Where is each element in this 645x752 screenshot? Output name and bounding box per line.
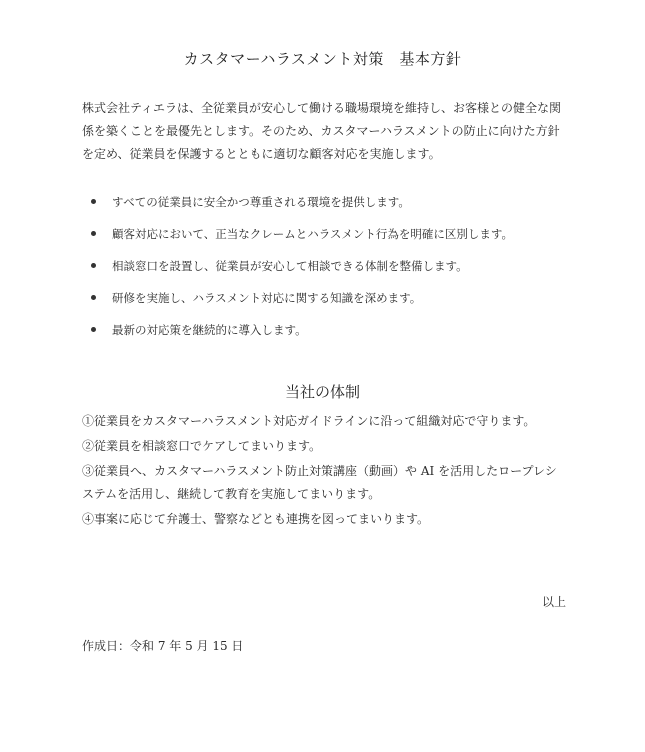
policy-text: 研修を実施し、ハラスメント対応に関する知識を深めます。 xyxy=(112,291,422,305)
policy-item xyxy=(82,286,566,318)
bullet-icon xyxy=(91,263,96,268)
created-date: 作成日：令和 7 年 5 月 15 日 xyxy=(82,639,244,653)
closing-text: 以上 xyxy=(541,595,566,609)
policy-item xyxy=(82,222,566,254)
system-item: ③従業員へ、カスタマーハラスメント防止対策講座（動画）や AI を活用したロープレシステムを活用し、継続して教育を実施してまいります。 xyxy=(82,464,557,501)
intro-paragraph: 株式会社ティエラは、全従業員が安心して働ける職場環境を維持し、お客様との健全な関係を築くことを最優先とします。そのため、カスタマーハラスメントの防止に向けた方針を定め、従業員を保護するとともに適切な顧客対応を実施します。 xyxy=(82,101,562,161)
policy-text: 顧客対応において、正当なクレームとハラスメント行為を明確に区別します。 xyxy=(112,227,514,241)
system-item: ②従業員を相談窓口でケアしてまいります。 xyxy=(82,439,322,453)
bullet-icon xyxy=(91,199,96,204)
system-item: ④事案に応じて弁護士、警察などとも連携を図ってまいります。 xyxy=(82,512,430,526)
policy-item xyxy=(82,318,566,350)
policy-item xyxy=(82,254,566,286)
policy-text: 最新の対応策を継続的に導入します。 xyxy=(112,323,307,337)
document-title: カスタマーハラスメント対策 基本方針 xyxy=(183,50,462,68)
system-item: ①従業員をカスタマーハラスメント対応ガイドラインに沿って組織対応で守ります。 xyxy=(82,414,536,428)
policy-text: すべての従業員に安全かつ尊重される環境を提供します。 xyxy=(112,195,410,209)
section-title: 当社の体制 xyxy=(284,383,360,401)
bullet-icon xyxy=(91,231,96,236)
policy-text: 相談窓口を設置し、従業員が安心して相談できる体制を整備します。 xyxy=(112,259,468,273)
policy-list xyxy=(82,190,566,350)
system-list xyxy=(82,410,566,533)
bullet-icon xyxy=(91,327,96,332)
policy-item xyxy=(82,190,566,222)
bullet-icon xyxy=(91,295,96,300)
